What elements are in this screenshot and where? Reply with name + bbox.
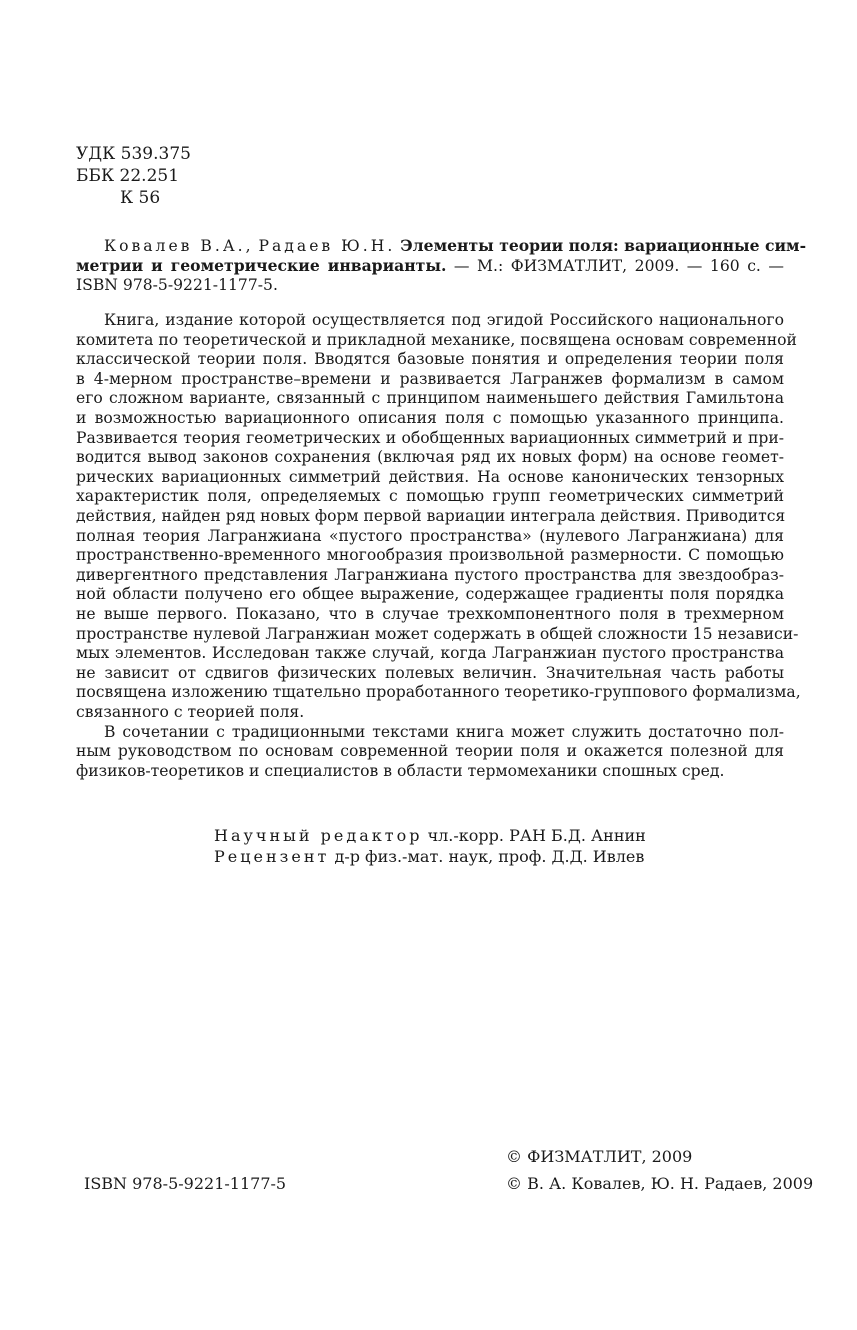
abstract-line: в 4-мерном пространстве–времени и развивается Лагранжев формализм в самом	[76, 369, 784, 388]
abstract-line: комитета по теоретической и прикладной механике, посвящена основам современной	[76, 330, 797, 349]
citation-line-2	[76, 256, 784, 277]
abstract-line: пространстве нулевой Лагранжиан может содержать в общей сложности 15 независи-	[76, 624, 799, 643]
abstract-line: рических вариационных симметрий действия. На основе канонических тензорных	[76, 467, 784, 486]
abstract-line: характеристик поля, определяемых с помощью групп геометрических симметрий	[76, 487, 784, 506]
udk-code: УДК 539.375	[76, 144, 191, 164]
copyright-authors: В. А. Ковалев, Ю. Н. Радаев, 2009	[527, 1174, 814, 1193]
citation-title-1: Элементы теории поля: вариационные сим-	[400, 236, 807, 255]
abstract-line: пространственно-временного многообразия произвольной размерности. С помощью	[76, 546, 784, 565]
editor-role: Научный редактор	[214, 826, 423, 845]
reviewer	[214, 846, 644, 868]
editor-name: чл.-корр. РАН Б.Д. Аннин	[427, 826, 646, 845]
citation-title-2: метрии и геометрические инварианты.	[76, 256, 447, 275]
copyright-authors-line	[506, 1174, 813, 1193]
copyright-icon: ©	[506, 1174, 522, 1193]
scientific-editor	[214, 825, 646, 847]
reviewer-role: Рецензент	[214, 847, 330, 866]
author-mark: К 56	[120, 188, 161, 208]
citation-isbn: ISBN 978-5-9221-1177-5.	[76, 276, 278, 294]
classification-codes	[76, 143, 191, 209]
citation-author-2: Радаев Ю.Н.	[258, 237, 396, 255]
abstract-line: классической теории поля. Вводятся базовые понятия и определения теории поля	[76, 350, 784, 369]
abstract-line: посвящена изложению тщательно проработанного теоретико-группового формализма,	[76, 683, 801, 702]
abstract-line: Развивается теория геометрических и обобщенных вариационных симметрий и при-	[76, 428, 784, 447]
citation-author-1: Ковалев В.А.,	[104, 237, 254, 255]
abstract-line: мых элементов. Исследован также случай, когда Лагранжиан пустого пространства	[76, 644, 784, 663]
abstract-line: не зависит от сдвигов физических полевых величин. Значительная часть работы	[76, 663, 784, 682]
abstract-line: не выше первого. Показано, что в случае трехкомпонентного поля в трехмерном	[76, 605, 784, 623]
abstract-line: физиков-теоретиков и специалистов в области термомеханики спошных сред.	[76, 761, 725, 780]
copyright-icon: ©	[506, 1147, 522, 1166]
abstract-line: действия, найден ряд новых форм первой вариации интеграла действия. Приводится	[76, 507, 786, 525]
bbk-code: ББК 22.251	[76, 166, 180, 186]
abstract-line: связанного с теорией поля.	[76, 703, 305, 721]
abstract-line: ным руководством по основам современной теории поля и окажется полезной для	[76, 742, 784, 761]
reviewer-name: д-р физ.-мат. наук, проф. Д.Д. Ивлев	[334, 847, 645, 866]
abstract-line: водится вывод законов сохранения (включая ряд их новых форм) на основе геомет-	[76, 448, 784, 467]
copyright-publisher-line	[506, 1147, 692, 1166]
abstract-line: и возможностью вариационного описания поля с помощью указанного принципа.	[76, 409, 784, 427]
abstract-line: дивергентного представления Лагранжиана пустого пространства для звездообраз-	[76, 565, 784, 584]
footer-isbn: ISBN 978-5-9221-1177-5	[84, 1174, 287, 1193]
citation-line-1	[76, 236, 807, 257]
abstract-line: ной области получено его общее выражение, содержащее градиенты поля порядка	[76, 585, 784, 604]
abstract-line: Книга, издание которой осуществляется под эгидой Российского национального	[104, 311, 784, 329]
abstract-line: полная теория Лагранжиана «пустого пространства» (нулевого Лагранжиана) для	[76, 526, 784, 545]
copyright-publisher: ФИЗМАТЛИТ, 2009	[527, 1147, 693, 1166]
citation-imprint: — М.: ФИЗМАТЛИТ, 2009. — 160 с. —	[453, 257, 784, 275]
abstract-line: его сложном варианте, связанный с принципом наименьшего действия Гамильтона	[76, 389, 784, 408]
abstract-line: В сочетании с традиционными текстами книга может служить достаточно пол-	[104, 722, 784, 741]
